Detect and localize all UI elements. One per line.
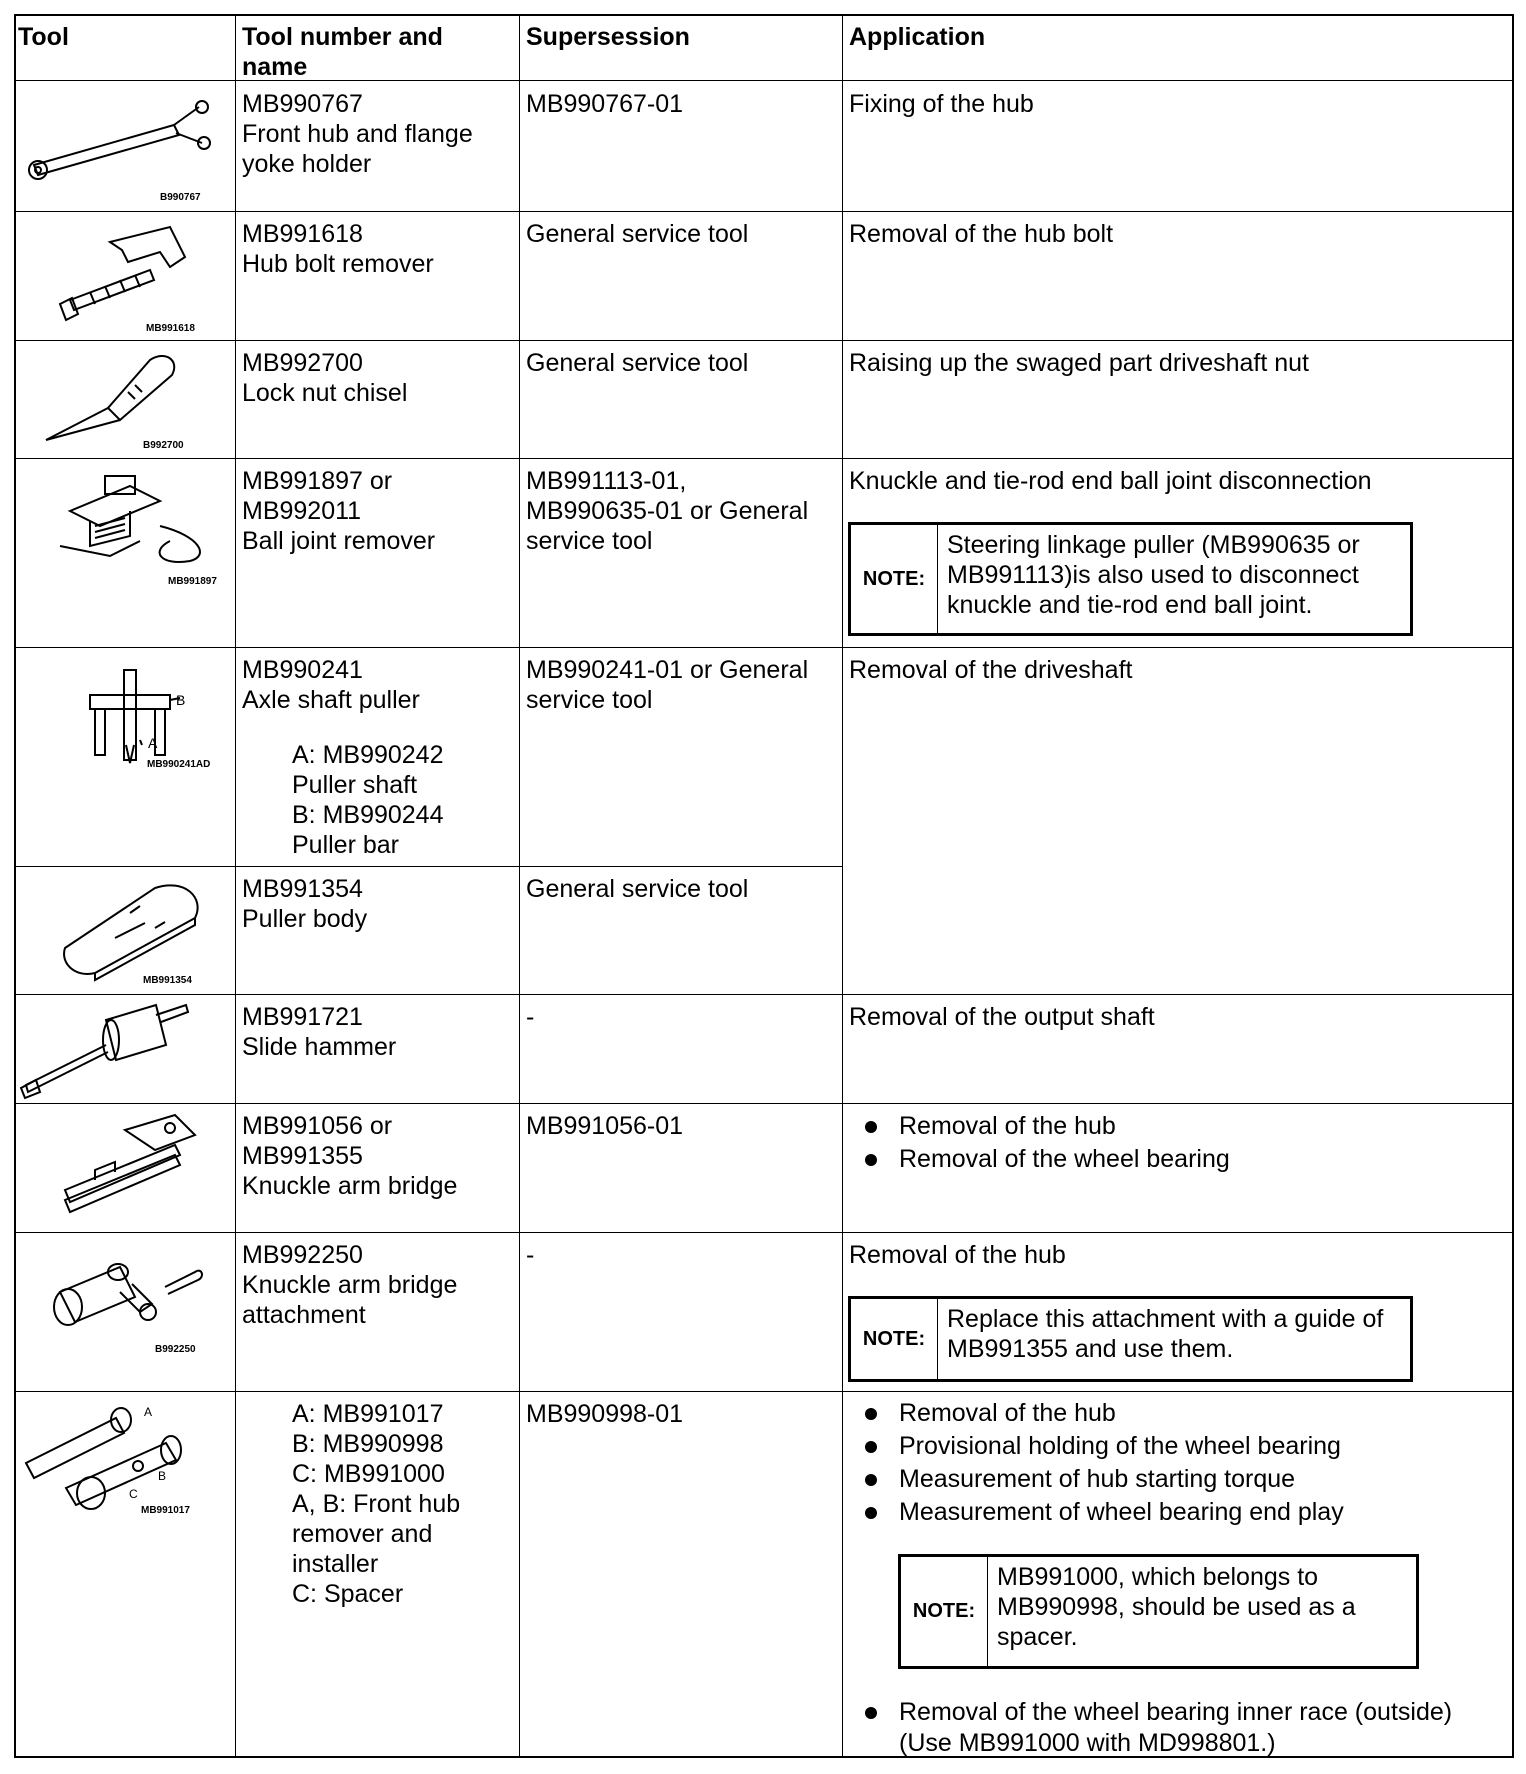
supersession: General service tool: [526, 349, 749, 377]
row-divider: [14, 647, 1514, 648]
sub-line: installer: [292, 1550, 379, 1578]
tool-number-name: [242, 466, 435, 556]
image-label-a: A: [144, 1405, 153, 1419]
image-label-b: B: [176, 692, 186, 708]
sub-line: A: MB990242: [292, 741, 444, 769]
application: Removal of the hub bolt: [849, 220, 1114, 248]
header-tool: Tool: [18, 23, 69, 51]
header-tool-number-line2: name: [242, 53, 308, 81]
tool-number: MB992700: [242, 349, 363, 377]
col-divider-2: [519, 14, 520, 1758]
yoke-holder-illustration: [24, 95, 224, 205]
tool-name: Knuckle arm bridge: [242, 1172, 458, 1200]
tool-name: Hub bolt remover: [242, 250, 434, 278]
front-hub-remover-installer-illustration: [16, 1398, 226, 1523]
row-divider: [14, 1232, 1514, 1233]
knuckle-arm-bridge-illustration: [55, 1110, 225, 1225]
tool-name: yoke holder: [242, 150, 372, 178]
tool-number: MB990241: [242, 656, 363, 684]
note-text: [947, 530, 1360, 620]
image-label-a: A: [148, 735, 158, 751]
image-caption: MB991354: [143, 975, 192, 986]
sub-components: [242, 1399, 460, 1609]
application: Fixing of the hub: [849, 90, 1034, 118]
image-caption: MB991017: [141, 1505, 190, 1516]
supersession: General service tool: [526, 220, 749, 248]
note-line: knuckle and tie-rod end ball joint.: [947, 591, 1313, 619]
col-divider-3: [842, 14, 843, 1758]
tool-number-name: [242, 219, 434, 279]
sub-line: C: MB991000: [292, 1460, 445, 1488]
tool-name: Knuckle arm bridge: [242, 1271, 458, 1299]
tool-number: MB991721: [242, 1003, 363, 1031]
application: Raising up the swaged part driveshaft nut: [849, 349, 1309, 377]
sub-line: A: MB991017: [292, 1400, 444, 1428]
tool-number: MB991897 or: [242, 467, 393, 495]
supersession: MB991056-01: [526, 1112, 684, 1140]
note-box: [848, 522, 1413, 636]
bullet-item: Provisional holding of the wheel bearing: [899, 1430, 1341, 1463]
row-divider: [14, 340, 1514, 341]
application: Removal of the output shaft: [849, 1003, 1155, 1031]
col-divider-1: [235, 14, 236, 1758]
tool-number-name: [242, 1002, 396, 1062]
tool-name: Ball joint remover: [242, 527, 436, 555]
header-divider: [14, 80, 1514, 81]
image-label-c: C: [129, 1487, 138, 1501]
tool-number-name: [242, 655, 420, 715]
tool-name: Axle shaft puller: [242, 686, 420, 714]
tool-number: MB990767: [242, 90, 363, 118]
sub-line: B: MB990998: [292, 1430, 444, 1458]
row-divider: [14, 458, 1514, 459]
note-line: spacer.: [997, 1623, 1078, 1651]
puller-body-illustration: [55, 878, 225, 988]
slide-hammer-illustration: [16, 1000, 226, 1100]
image-caption: MB990241AD: [147, 759, 211, 770]
supersession-line: MB990241-01 or General: [526, 656, 809, 684]
note-line: Steering linkage puller (MB990635 or: [947, 531, 1360, 559]
application: Knuckle and tie-rod end ball joint disconnection: [849, 467, 1372, 495]
tool-number-name: [242, 1111, 457, 1201]
note-line: MB991355 and use them.: [947, 1335, 1234, 1363]
supersession: MB990998-01: [526, 1400, 684, 1428]
tool-number-name: [242, 1240, 457, 1330]
note-box: [898, 1554, 1419, 1669]
row-divider: [14, 211, 1514, 212]
note-line: MB990998, should be used as a: [997, 1593, 1356, 1621]
sub-line: Puller shaft: [292, 771, 418, 799]
tool-number: MB991618: [242, 220, 363, 248]
note-text: [947, 1304, 1383, 1364]
note-text: [997, 1562, 1356, 1652]
supersession: -: [526, 1241, 535, 1269]
sub-line: Puller bar: [292, 831, 399, 859]
supersession: -: [526, 1003, 535, 1031]
tool-number-name: [242, 874, 367, 934]
header-application: Application: [849, 23, 986, 51]
lock-nut-chisel-illustration: [40, 350, 220, 455]
tool-name: attachment: [242, 1301, 366, 1329]
tool-number: MB991354: [242, 875, 363, 903]
image-caption: B992700: [143, 440, 184, 451]
tool-name: Front hub and flange: [242, 120, 473, 148]
header-supersession: Supersession: [526, 23, 690, 51]
row-divider: [14, 866, 842, 867]
bullet-item: Removal of the hub: [899, 1397, 1116, 1430]
supersession-line: service tool: [526, 686, 653, 714]
hub-bolt-remover-illustration: [50, 222, 220, 337]
supersession: [526, 466, 808, 556]
bullet-item: Removal of the hub: [899, 1110, 1116, 1143]
sub-line: C: Spacer: [292, 1580, 404, 1608]
note-line: Replace this attachment with a guide of: [947, 1305, 1384, 1333]
header-tool-number-line1: Tool number and: [242, 23, 443, 51]
note-label: NOTE:: [851, 525, 938, 633]
supersession: [526, 655, 808, 715]
image-caption: MB991897: [168, 576, 217, 587]
sub-components: [242, 740, 444, 860]
image-caption: MB991618: [146, 323, 195, 334]
application: Removal of the driveshaft: [849, 656, 1133, 684]
note-label: NOTE:: [901, 1557, 988, 1666]
tool-number: MB992011: [242, 497, 362, 525]
tool-number-name: [242, 89, 473, 179]
image-caption: B992250: [155, 1344, 196, 1355]
knuckle-arm-bridge-attachment-illustration: [40, 1252, 220, 1362]
note-label: NOTE:: [851, 1299, 938, 1379]
note-line: MB991113)is also used to disconnect: [947, 561, 1359, 589]
row-divider: [14, 1103, 1514, 1104]
image-caption: B990767: [160, 192, 201, 203]
tool-number: MB991056 or: [242, 1112, 393, 1140]
row-divider: [14, 994, 1514, 995]
bullet-item: Removal of the wheel bearing: [899, 1143, 1230, 1176]
sub-line: B: MB990244: [292, 801, 444, 829]
bullet-item: Measurement of hub starting torque: [899, 1463, 1295, 1496]
axle-shaft-puller-illustration: [80, 665, 230, 775]
ball-joint-remover-illustration: [50, 466, 230, 591]
tool-name: Puller body: [242, 905, 368, 933]
bullet-item: Removal of the wheel bearing inner race (outside): [899, 1696, 1452, 1729]
supersession-line: MB990635-01 or General: [526, 497, 809, 525]
image-label-b: B: [158, 1469, 167, 1483]
supersession-line: service tool: [526, 527, 653, 555]
tool-name: Lock nut chisel: [242, 379, 408, 407]
tool-name: Slide hammer: [242, 1033, 397, 1061]
bullet-item: Measurement of wheel bearing end play: [899, 1496, 1344, 1529]
note-line: MB991000, which belongs to: [997, 1563, 1319, 1591]
supersession: MB990767-01: [526, 90, 684, 118]
row-divider: [14, 1391, 1514, 1392]
supersession-line: MB991113-01,: [526, 467, 687, 495]
tool-number: MB992250: [242, 1241, 363, 1269]
supersession: General service tool: [526, 875, 749, 903]
tool-number-name: [242, 348, 407, 408]
sub-line: A, B: Front hub: [292, 1490, 461, 1518]
bullet-continuation: (Use MB991000 with MD998801.): [899, 1729, 1276, 1757]
note-box: [848, 1296, 1413, 1382]
sub-line: remover and: [292, 1520, 433, 1548]
header-tool-number: [242, 22, 443, 82]
application: Removal of the hub: [849, 1241, 1066, 1269]
tool-number: MB991355: [242, 1142, 363, 1170]
